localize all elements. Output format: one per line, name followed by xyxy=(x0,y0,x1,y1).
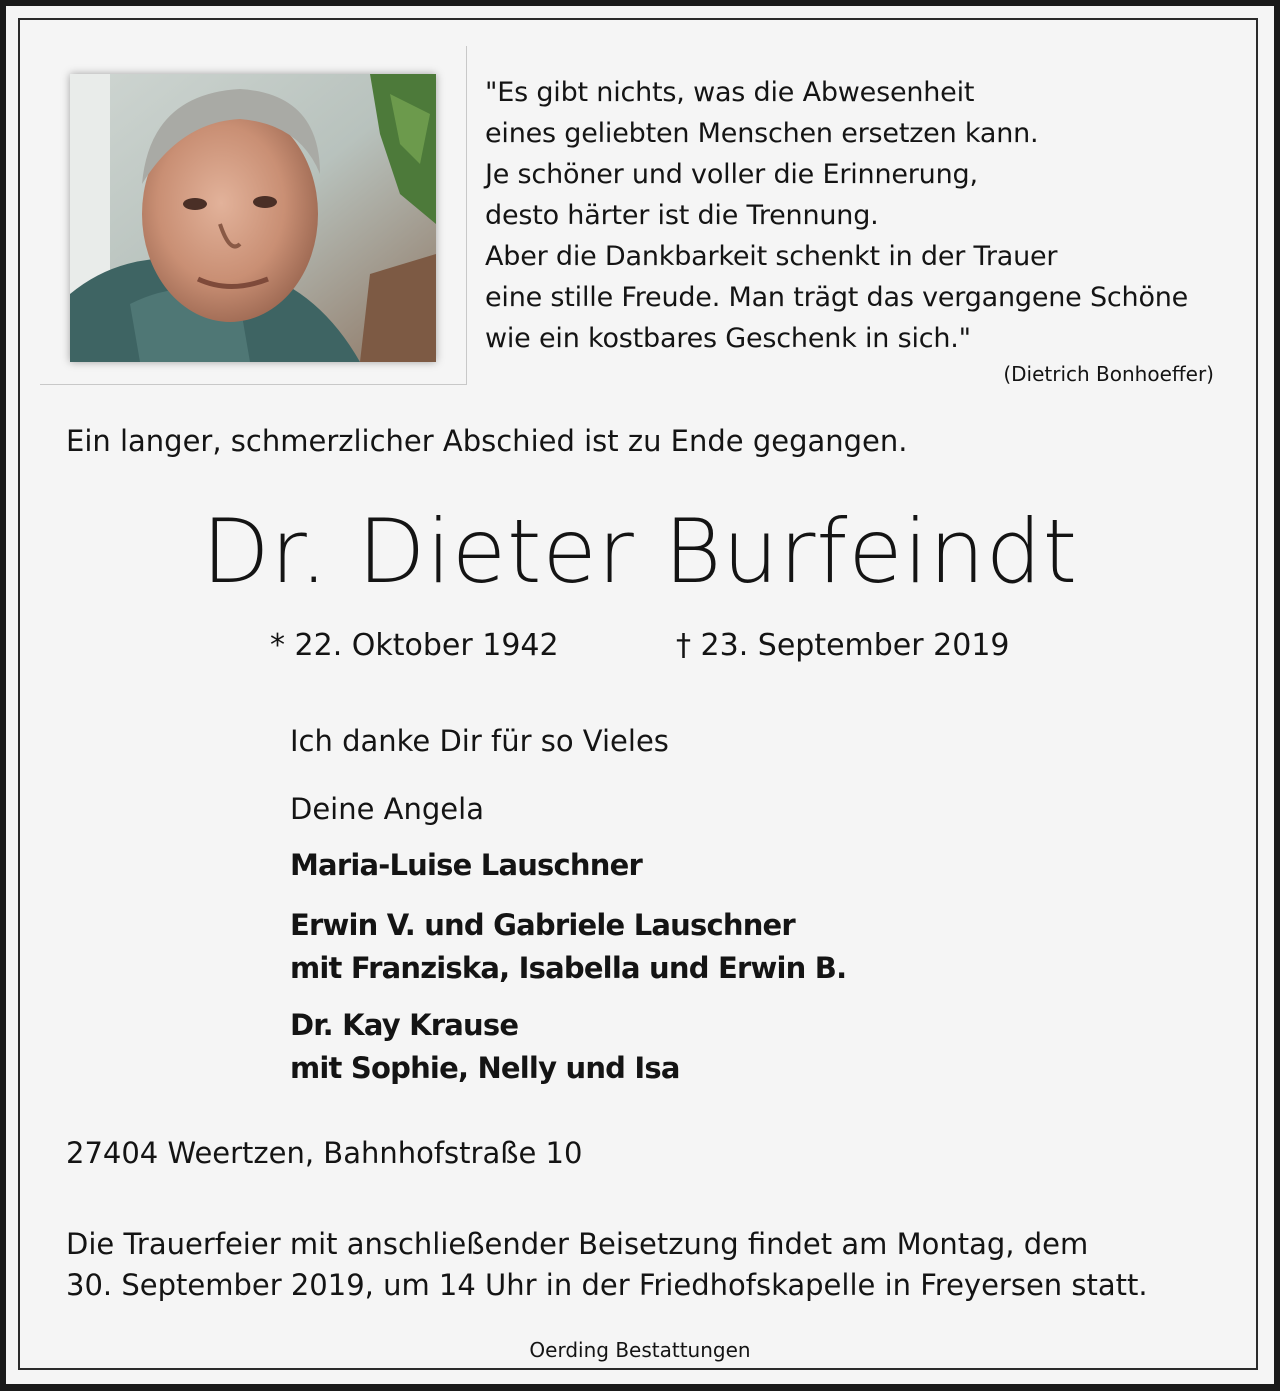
address-text: 27404 Weertzen, Bahnhofstraße 10 xyxy=(66,1136,583,1170)
bonhoeffer-quote xyxy=(485,72,1188,359)
family-line: Maria-Luise Lauschner xyxy=(290,848,642,882)
quote-line: eines geliebten Menschen ersetzen kann. xyxy=(485,118,1039,149)
service-line: Die Trauerfeier mit anschließender Beisetzung findet am Montag, dem xyxy=(66,1227,1089,1261)
family-group xyxy=(290,844,642,887)
family-line: mit Sophie, Nelly und Isa xyxy=(290,1051,680,1085)
birth-date: * 22. Oktober 1942 xyxy=(270,628,559,663)
death-date: † 23. September 2019 xyxy=(676,628,1010,663)
deceased-name: Dr. Dieter Burfeindt xyxy=(201,500,1079,603)
quote-line: wie ein kostbares Geschenk in sich." xyxy=(485,323,971,354)
family-line: Dr. Kay Krause xyxy=(290,1008,519,1042)
quote-line: Je schöner und voller die Erinnerung, xyxy=(485,159,978,190)
family-line: Erwin V. und Gabriele Lauschner xyxy=(290,908,795,942)
service-announcement xyxy=(66,1224,1148,1306)
thanks-text: Ich danke Dir für so Vieles xyxy=(290,724,669,758)
family-group xyxy=(290,904,846,990)
portrait-photo xyxy=(70,74,436,362)
family-group xyxy=(290,1004,680,1090)
intro-text: Ein langer, schmerzlicher Abschied ist zu Ende gegangen. xyxy=(66,424,908,458)
quote-line: Aber die Dankbarkeit schenkt in der Trauer xyxy=(485,241,1058,272)
quote-line: eine stille Freude. Man trägt das vergangene Schöne xyxy=(485,282,1189,313)
undertaker-name: Oerding Bestattungen xyxy=(529,1338,751,1362)
obituary-page xyxy=(6,6,1274,1384)
signer-name: Deine Angela xyxy=(290,792,484,826)
quote-line: "Es gibt nichts, was die Abwesenheit xyxy=(485,77,975,108)
family-line: mit Franziska, Isabella und Erwin B. xyxy=(290,951,847,985)
quote-line: desto härter ist die Trennung. xyxy=(485,200,879,231)
service-line: 30. September 2019, um 14 Uhr in der Friedhofskapelle in Freyersen statt. xyxy=(66,1268,1148,1302)
quote-author: (Dietrich Bonhoeffer) xyxy=(1003,362,1214,386)
